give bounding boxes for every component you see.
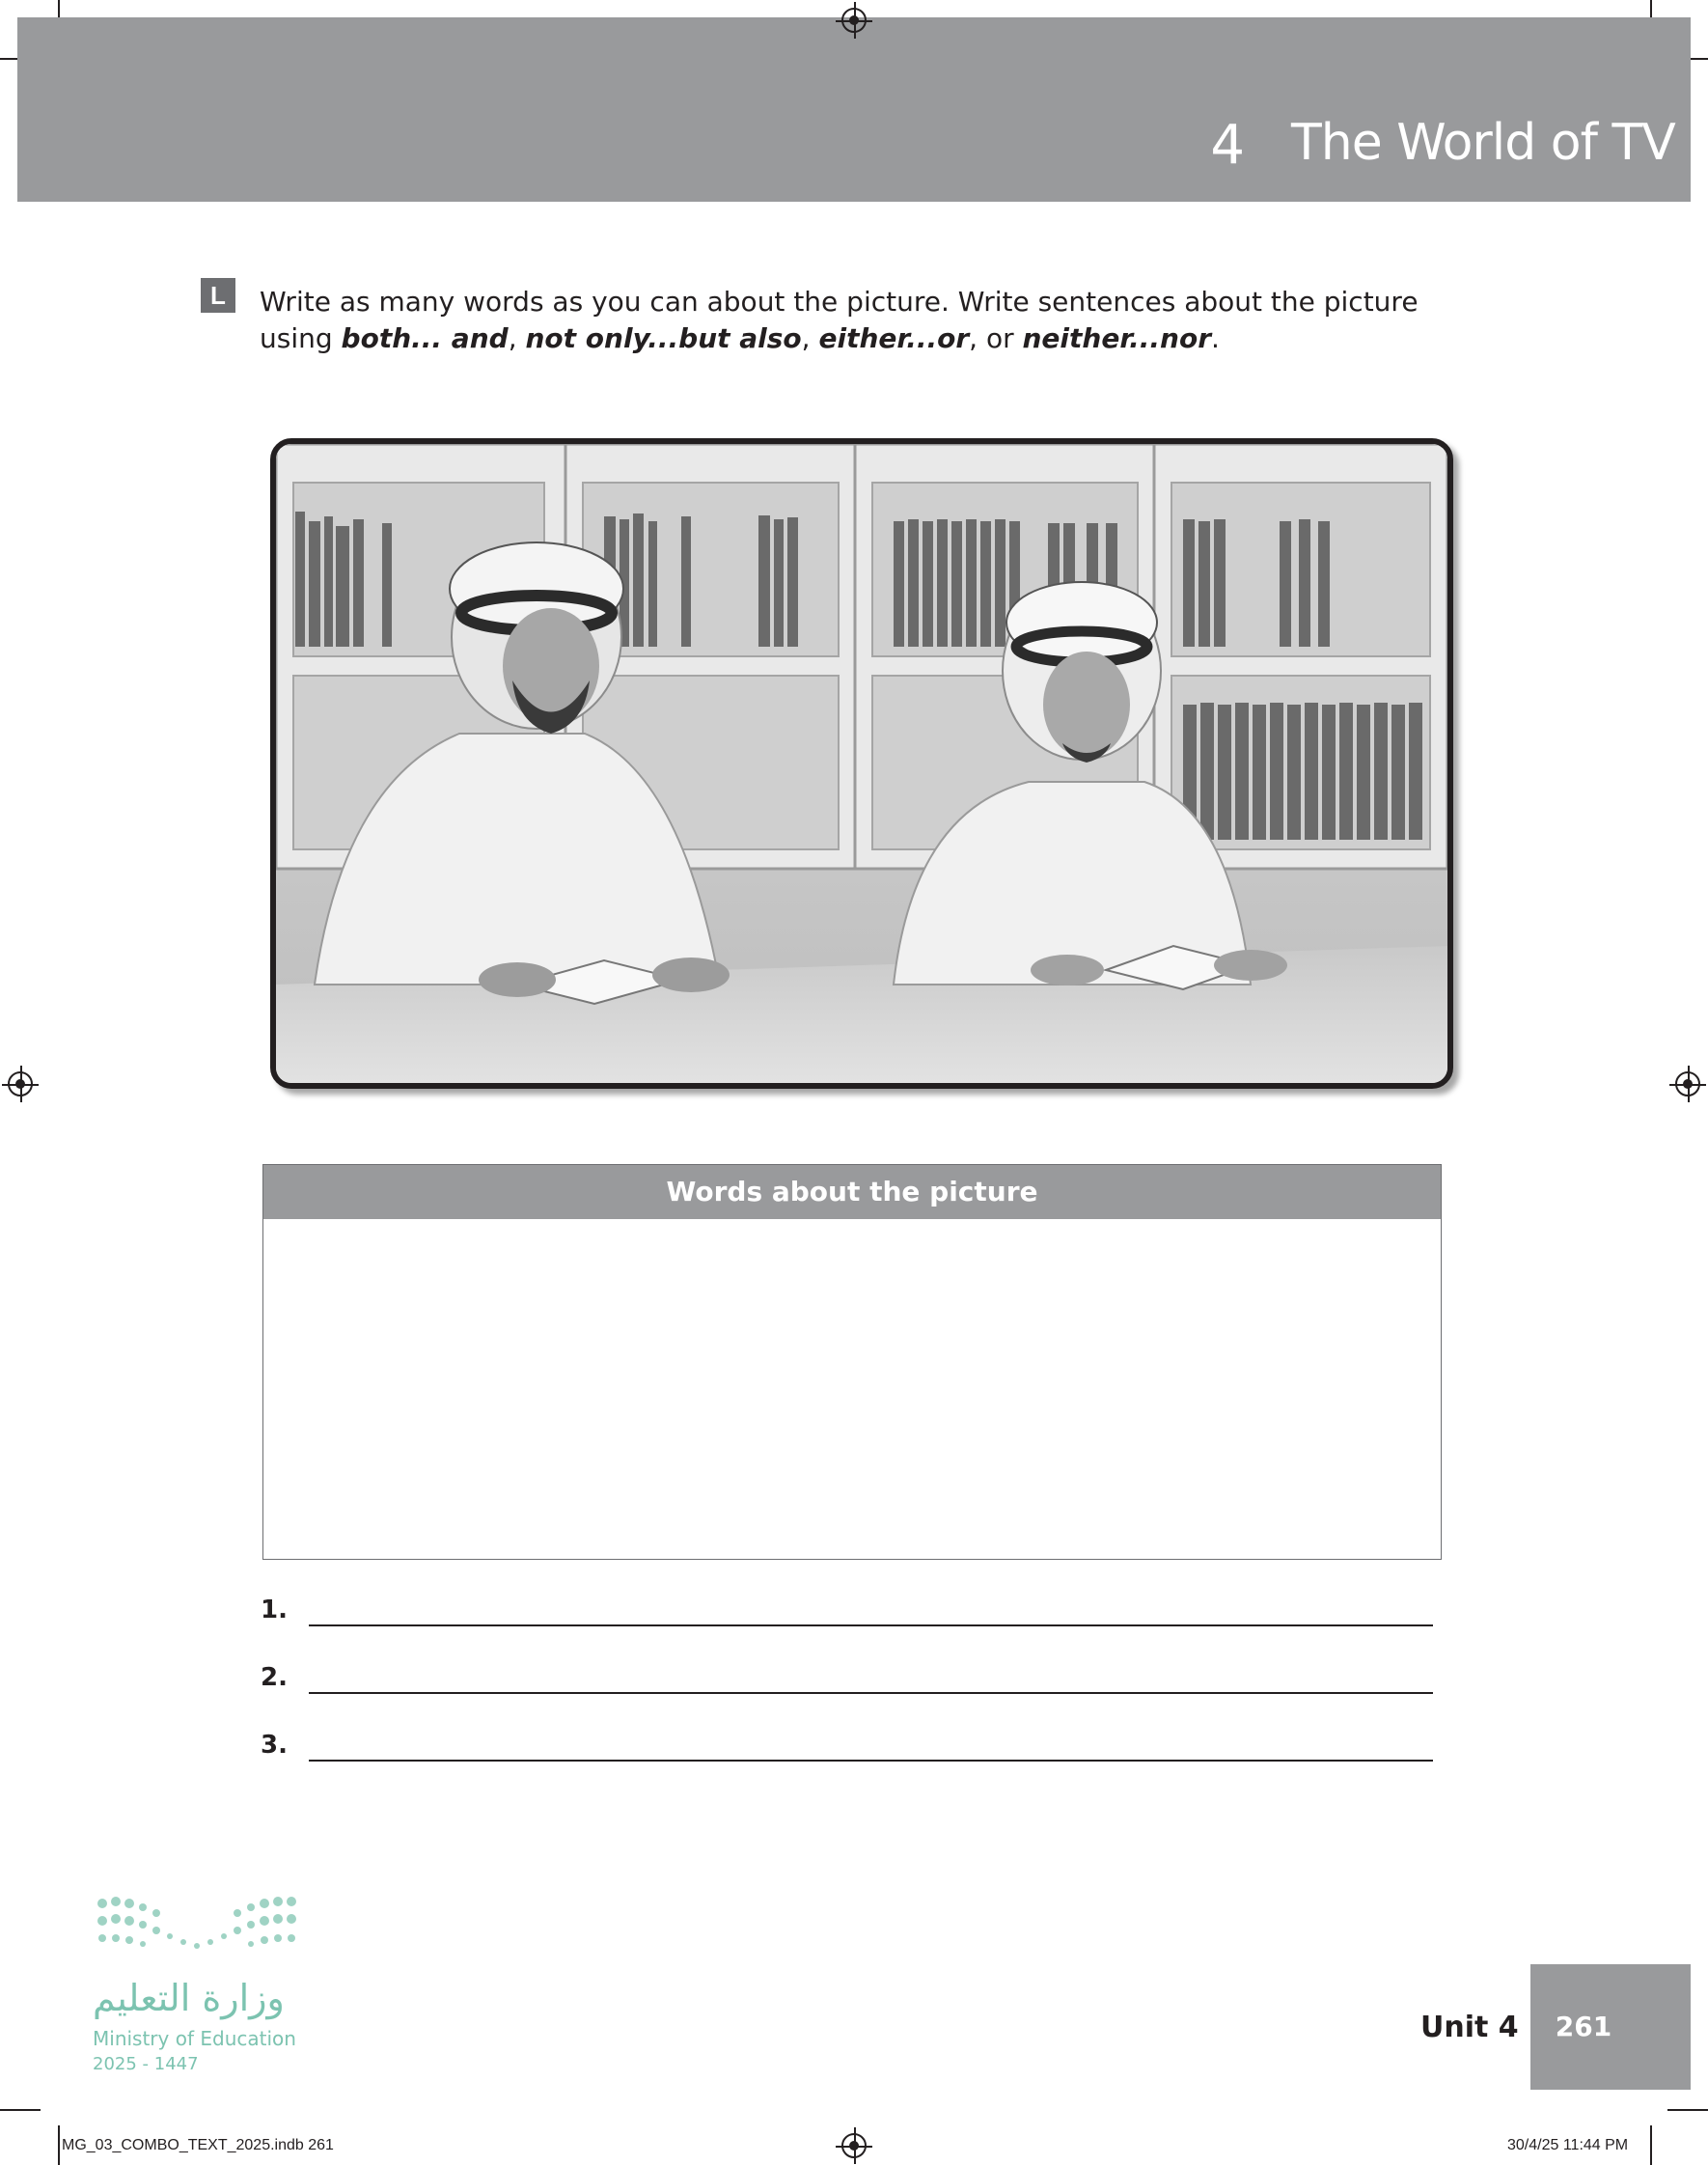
exercise-instruction bbox=[260, 284, 1446, 357]
footer-unit-label: Unit 4 bbox=[1420, 2011, 1519, 2044]
term-neither-nor: neither...nor bbox=[1022, 322, 1212, 354]
answer-line[interactable] bbox=[309, 1760, 1433, 1762]
ministry-logo-english: Ministry of Education bbox=[93, 2027, 296, 2050]
answer-line[interactable] bbox=[309, 1624, 1433, 1626]
writing-line[interactable] bbox=[261, 1596, 1433, 1634]
words-about-picture-box[interactable] bbox=[262, 1164, 1442, 1560]
line-number: 1. bbox=[261, 1596, 288, 1624]
page-number: 261 bbox=[1555, 2011, 1612, 2042]
crop-mark bbox=[58, 2125, 60, 2165]
instruction-sep: , bbox=[801, 322, 819, 354]
crop-mark bbox=[1667, 2109, 1708, 2111]
header-band bbox=[17, 17, 1691, 202]
ministry-logo-arabic: وزارة التعليم bbox=[93, 1977, 285, 2019]
line-number: 2. bbox=[261, 1663, 288, 1692]
instruction-text: Write as many words as you can about the picture. Write sentences about the picture using bbox=[260, 286, 1419, 354]
library-photo bbox=[270, 438, 1453, 1089]
registration-mark-icon bbox=[1675, 1071, 1700, 1096]
ministry-logo-year: 2025 - 1447 bbox=[93, 2054, 199, 2074]
crop-mark bbox=[0, 2109, 41, 2111]
page-number-box bbox=[1530, 1964, 1691, 2090]
print-slug-filename: MG_03_COMBO_TEXT_2025.indb 261 bbox=[62, 2137, 334, 2153]
instruction-sep: , bbox=[508, 322, 526, 354]
term-either-or: either...or bbox=[818, 322, 970, 354]
registration-mark-icon bbox=[841, 8, 867, 33]
term-both-and: both... and bbox=[341, 322, 509, 354]
unit-number: 4 bbox=[1210, 114, 1245, 177]
unit-title: The World of TV bbox=[1291, 114, 1675, 172]
crop-mark bbox=[1650, 2125, 1652, 2165]
registration-mark-icon bbox=[8, 1071, 33, 1096]
line-number: 3. bbox=[261, 1731, 288, 1760]
instruction-sep: , or bbox=[969, 322, 1023, 354]
answer-line[interactable] bbox=[309, 1692, 1433, 1694]
photo-two-men-reading-icon bbox=[276, 444, 1447, 1083]
exercise-letter-badge: L bbox=[201, 278, 235, 313]
ministry-logo-dots-icon bbox=[93, 1892, 305, 1969]
writing-line[interactable] bbox=[261, 1731, 1433, 1769]
term-not-only-but-also: not only...but also bbox=[525, 322, 802, 354]
registration-mark-icon bbox=[841, 2133, 867, 2158]
instruction-end: . bbox=[1211, 322, 1220, 354]
writing-line[interactable] bbox=[261, 1663, 1433, 1702]
words-box-header: Words about the picture bbox=[263, 1165, 1441, 1219]
print-slug-timestamp: 30/4/25 11:44 PM bbox=[1507, 2137, 1629, 2153]
